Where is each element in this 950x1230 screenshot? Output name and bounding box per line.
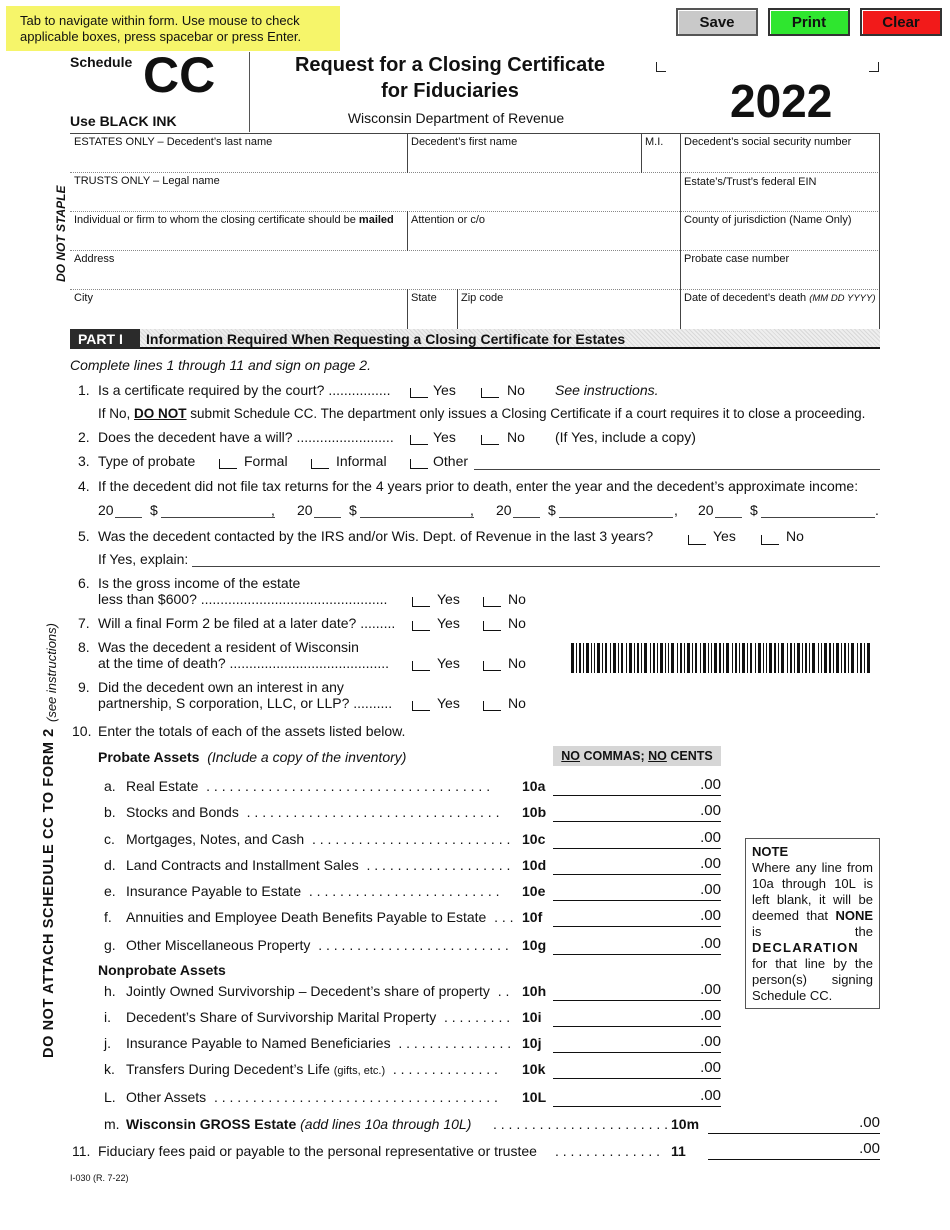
q3-number: 3. [78,453,90,469]
asset-letter: d. [104,857,116,873]
clear-button[interactable]: Clear [860,8,942,36]
asset-letter: f. [104,909,112,925]
asset-description [126,857,510,874]
asset-description [126,1089,498,1106]
note-part3: for that line by the person(s) signing Schedule CC. [752,956,873,1003]
asset-cents: .00 [700,1059,721,1076]
nonprobate-assets-heading: Nonprobate Assets [98,962,226,978]
q5-text: Was the decedent contacted by the IRS and/or Wis. Dept. of Revenue in the last 3 years? [98,528,654,544]
zip-field[interactable]: Zip code [461,292,504,304]
q4-dollar: $ [750,502,758,518]
print-button[interactable]: Print [768,8,850,36]
asset-dots: . . . . . . . . . . . . . . . . . . . . . . . . . . . . . . . . . [246,804,500,820]
q5-yes-checkbox[interactable] [688,535,706,545]
q11-number: 11. [72,1143,91,1159]
grid-line [70,133,880,134]
asset-line-code: 10j [522,1035,542,1051]
note-declaration: DECLARATION [752,940,859,955]
asset-cents: .00 [700,855,721,872]
q1-see-instructions: See instructions. [555,382,659,398]
asset-letter: c. [104,831,115,847]
q1-subnote-pre: If No, [98,406,131,421]
asset-line-code: 10h [522,983,547,999]
asset-line-code: 10f [522,909,543,925]
asset-description [126,937,509,954]
line-10m-dots: . . . . . . . . . . . . . . . . . . . . . . . [493,1116,669,1132]
instructions-tip: Tab to navigate within form. Use mouse to check applicable boxes, press spacebar or press Enter. [6,6,340,51]
asset-cents: .00 [700,1087,721,1104]
q8-number: 8. [78,639,90,655]
asset-letter: a. [104,778,116,794]
asset-desc-text: Jointly Owned Survivorship – Decedent’s share of property [126,983,490,999]
asset-description [126,831,510,848]
asset-description [126,804,499,821]
q6-yes-checkbox[interactable] [412,597,430,607]
trust-name-field[interactable]: TRUSTS ONLY – Legal name [74,175,220,187]
q4-dollar: $ [349,502,357,518]
last-name-field[interactable]: ESTATES ONLY – Decedent’s last name [74,136,273,148]
asset-letter: L. [104,1089,116,1105]
asset-dots: . . . . . . . . . . . . . . . . . . . . . . . . . [308,883,500,899]
save-button[interactable]: Save [676,8,758,36]
asset-amount-input[interactable] [553,900,721,901]
q10-number: 10. [72,723,92,739]
q8-yes-checkbox[interactable] [412,661,430,671]
asset-amount-input[interactable] [553,1000,721,1001]
asset-amount-input[interactable] [553,795,721,796]
asset-cents: .00 [700,776,721,793]
address-field[interactable]: Address [74,253,115,265]
asset-letter: k. [104,1061,115,1077]
asset-letter: b. [104,804,116,820]
q1-subnote [98,405,865,422]
grid-line [879,133,880,329]
q3-other-input[interactable] [474,469,880,470]
q2-no-checkbox[interactable] [481,435,499,445]
q4-year-input[interactable] [115,517,142,518]
title-line-2: for Fiduciaries [381,80,519,102]
q1-do-not: DO NOT [134,406,187,421]
q11-dots: . . . . . . . . . . . . . . [555,1143,661,1159]
q8-no-checkbox[interactable] [483,661,501,671]
q4-income-input[interactable] [360,517,474,518]
city-field[interactable]: City [74,292,93,304]
q4-number: 4. [78,478,90,494]
q1-no-label: No [507,382,525,398]
line-10m-cents: .00 [859,1114,880,1131]
asset-desc-text: Insurance Payable to Estate [126,883,302,899]
q1-no-checkbox[interactable] [481,388,499,398]
q5-explain-label: If Yes, explain: [98,551,189,567]
asset-desc-text: Real Estate [126,778,199,794]
asset-dots: . . . . . . . . . [444,1009,511,1025]
asset-line-code: 10b [522,804,547,820]
q6-yes-label: Yes [437,591,460,607]
q5-yes-label: Yes [713,528,736,544]
q9-yes-label: Yes [437,695,460,711]
asset-cents: .00 [700,907,721,924]
q11-text: Fiduciary fees paid or payable to the personal representative or trustee [98,1143,537,1159]
q2-number: 2. [78,429,90,445]
tax-year: 2022 [730,75,833,127]
q4-comma: , [674,502,678,518]
first-name-field[interactable]: Decedent’s first name [411,136,518,148]
line-10m-note: (add lines 10a through 10L) [300,1116,472,1132]
q10-text: Enter the totals of each of the assets listed below. [98,723,406,739]
corner-mark-left [656,62,666,72]
line-10m-letter: m. [104,1116,120,1132]
no-commas-mid: COMMAS; [583,749,645,763]
asset-cents: .00 [700,881,721,898]
q4-dollar: $ [548,502,556,518]
probate-note: (Include a copy of the inventory) [207,749,407,765]
q4-year-input[interactable] [715,517,742,518]
q6-number: 6. [78,575,90,591]
death-date-field[interactable] [684,292,876,305]
part1-intro: Complete lines 1 through 11 and sign on page 2. [70,357,371,373]
asset-line-code: 10i [522,1009,542,1025]
q6-line2: less than $600? ................................................ [98,591,388,607]
asset-letter: j. [104,1035,111,1051]
asset-cents: .00 [700,935,721,952]
grid-line [70,289,880,290]
grid-line [70,250,880,251]
q4-income-input[interactable] [161,517,275,518]
asset-desc-small: (gifts, etc.) [333,1065,386,1077]
q4-income-input[interactable] [559,517,673,518]
asset-amount-input[interactable] [553,1026,721,1027]
probate-heading: Probate Assets [98,749,200,765]
grid-line [70,172,880,173]
grid-line [70,211,880,212]
q2-text: Does the decedent have a will? ......................... [98,429,394,445]
q9-no-checkbox[interactable] [483,701,501,711]
asset-cents: .00 [700,829,721,846]
title-line-1: Request for a Closing Certificate [294,54,606,76]
q9-line2: partnership, S corporation, LLC, or LLP? .......... [98,695,393,711]
q11-cents: .00 [859,1140,880,1157]
no-commas-no: NO [561,749,581,763]
grid-line [407,133,408,173]
mailed-to-field[interactable] [74,214,394,227]
state-field[interactable]: State [411,292,437,304]
asset-amount-input[interactable] [553,848,721,849]
q4-comma: , [271,502,275,518]
line-10m-input[interactable] [708,1133,880,1134]
asset-description [126,983,509,1000]
no-cents-end: CENTS [670,749,713,763]
asset-dots: . . . . . . . . . . . . . . . . . . . . . . . . . . . . . . . . . . . . . [206,778,491,794]
asset-desc-text: Annuities and Employee Death Benefits Payable to Estate [126,909,487,925]
q5-number: 5. [78,528,90,544]
schedule-label: Schedule [70,54,133,70]
form-number: I-030 (R. 7-22) [70,1173,129,1183]
asset-desc-text: Stocks and Bonds [126,804,239,820]
asset-desc-text: Transfers During Decedent’s Life [126,1061,330,1077]
q9-no-label: No [508,695,526,711]
q6-line1: Is the gross income of the estate [98,575,301,591]
grid-line [407,289,408,329]
do-not-attach-note: DO NOT ATTACH SCHEDULE CC TO FORM 2 [41,728,57,1058]
q6-no-label: No [508,591,526,607]
q7-no-label: No [508,615,526,631]
q9-yes-checkbox[interactable] [412,701,430,711]
asset-dots: . . . . . . . . . . . . . . . . . . . . . . . . . . [312,831,511,847]
asset-amount-input[interactable] [553,821,721,822]
department-name: Wisconsin Department of Revenue [347,110,565,126]
q8-line2: at the time of death? ......................................... [98,655,390,671]
asset-line-code: 10d [522,857,547,873]
q7-yes-label: Yes [437,615,460,631]
q4-year-prefix: 20 [297,502,313,518]
asset-dots: . . . . . . . . . . . . . . [392,1061,498,1077]
q2-yes-checkbox[interactable] [410,435,428,445]
asset-description [126,1035,511,1052]
q1-yes-label: Yes [433,382,456,398]
asset-line-code: 10e [522,883,546,899]
q4-year-prefix: 20 [496,502,512,518]
q4-year-prefix: 20 [698,502,714,518]
asset-dots: . . . [494,909,514,925]
part1-label: PART I [70,329,140,349]
part1-title: Information Required When Requesting a Closing Certificate for Estates [146,331,626,347]
asset-dots: . . [497,983,510,999]
q1-number: 1. [78,382,90,398]
asset-dots: . . . . . . . . . . . . . . . . . . . . . . . . . [318,937,509,953]
asset-cents: .00 [700,802,721,819]
asset-line-code: 10L [522,1089,547,1105]
q3-informal-label: Informal [336,453,387,469]
q2-yes-label: Yes [433,429,456,445]
q3-text: Type of probate [98,453,196,469]
q4-text: If the decedent did not file tax returns for the 4 years prior to death, enter the year and the decedent’s approximate income: [98,478,859,494]
grid-line [407,211,408,251]
q5-no-checkbox[interactable] [761,535,779,545]
asset-amount-input[interactable] [553,926,721,927]
asset-letter: g. [104,937,116,953]
asset-dots: . . . . . . . . . . . . . . . [398,1035,512,1051]
asset-dots: . . . . . . . . . . . . . . . . . . . [366,857,511,873]
form-title [250,52,650,104]
q4-income-input[interactable] [761,517,875,518]
death-date-label: Date of decedent’s death [684,292,807,304]
q3-other-label: Other [433,453,469,469]
q9-line1: Did the decedent own an interest in any [98,679,344,695]
q9-number: 9. [78,679,90,695]
note-text [752,860,873,1004]
q4-year-prefix: 20 [98,502,114,518]
grid-line [457,289,458,329]
q2-no-label: No [507,429,525,445]
asset-desc-text: Other Assets [126,1089,207,1105]
q4-year-input[interactable] [513,517,540,518]
line-10m-bold: Wisconsin GROSS Estate [126,1116,297,1132]
note-box [745,838,880,1009]
asset-amount-input[interactable] [553,1052,721,1053]
q8-yes-label: Yes [437,655,460,671]
asset-amount-input[interactable] [553,954,721,955]
asset-cents: .00 [700,981,721,998]
asset-line-code: 10a [522,778,546,794]
line-10m-label [126,1116,471,1133]
asset-amount-input[interactable] [553,1078,721,1079]
q1-yes-checkbox[interactable] [410,388,428,398]
asset-desc-text: Other Miscellaneous Property [126,937,311,953]
asset-description [126,1061,498,1080]
asset-amount-input[interactable] [553,1106,721,1107]
asset-description [126,778,490,795]
middle-initial-field[interactable]: M.I. [645,136,664,148]
q7-number: 7. [78,615,90,631]
ink-note: Use BLACK INK [70,113,177,129]
q8-line1: Was the decedent a resident of Wisconsin [98,639,359,655]
grid-line [680,133,681,329]
line-10m-code: 10m [671,1116,700,1132]
q3-other-checkbox[interactable] [410,459,428,469]
barcode [571,643,871,673]
no-commas-banner [553,746,721,766]
asset-desc-text: Land Contracts and Installment Sales [126,857,359,873]
note-none: NONE [835,908,873,923]
asset-amount-input[interactable] [553,874,721,875]
no-cents-no: NO [648,749,667,763]
asset-desc-text: Mortgages, Notes, and Cash [126,831,305,847]
asset-desc-text: Decedent’s Share of Survivorship Marital Property [126,1009,437,1025]
attention-field[interactable]: Attention or c/o [411,214,485,226]
note-part1: Where any line from 10a through 10L is left blank, it will be deemed that [752,860,873,923]
asset-letter: h. [104,983,116,999]
asset-description [126,909,514,926]
q1-subnote-post: submit Schedule CC. The department only issues a Closing Certificate if a court requires it to close a proceeding. [190,406,866,421]
asset-line-code: 10c [522,831,546,847]
schedule-code: CC [143,47,216,103]
q7-text: Will a final Form 2 be filed at a later date? ......... [98,615,396,631]
q6-no-checkbox[interactable] [483,597,501,607]
q4-comma: , [470,502,474,518]
asset-letter: e. [104,883,116,899]
asset-cents: .00 [700,1007,721,1024]
asset-line-code: 10k [522,1061,546,1077]
q3-formal-checkbox[interactable] [219,459,237,469]
ssn-field[interactable]: Decedent’s social security number [684,136,852,148]
corner-mark-right [869,62,879,72]
probate-assets-heading [98,749,406,766]
county-field[interactable]: County of jurisdiction (Name Only) [684,214,852,226]
q4-dollar: $ [150,502,158,518]
q11-input[interactable] [708,1159,880,1160]
grid-line [641,133,642,173]
note-title: NOTE [752,844,789,859]
mailed-to-label: Individual or firm to whom the closing certificate should be [74,214,356,226]
q3-formal-label: Formal [244,453,288,469]
asset-description [126,1009,510,1026]
asset-letter: i. [104,1009,111,1025]
probate-case-field[interactable]: Probate case number [684,253,790,265]
asset-dots: . . . . . . . . . . . . . . . . . . . . . . . . . . . . . . . . . . . . . [213,1089,498,1105]
q5-explain-input[interactable] [192,566,880,567]
death-date-format: (MM DD YYYY) [809,293,876,304]
q4-period: . [875,502,879,518]
q8-no-label: No [508,655,526,671]
note-part2: is the [752,924,873,939]
q4-year-input[interactable] [314,517,341,518]
see-instructions-side: (see instructions) [44,623,59,722]
mailed-bold: mailed [358,214,394,226]
q5-no-label: No [786,528,804,544]
do-not-staple: DO NOT STAPLE [54,185,68,282]
ein-field[interactable]: Estate’s/Trust’s federal EIN [684,176,817,188]
q7-yes-checkbox[interactable] [412,621,430,631]
q11-code: 11 [671,1143,686,1159]
q1-text: Is a certificate required by the court? ................ [98,382,391,398]
asset-desc-text: Insurance Payable to Named Beneficiaries [126,1035,391,1051]
q7-no-checkbox[interactable] [483,621,501,631]
q3-informal-checkbox[interactable] [311,459,329,469]
asset-cents: .00 [700,1033,721,1050]
asset-description [126,883,499,900]
asset-line-code: 10g [522,937,547,953]
q2-note: (If Yes, include a copy) [555,429,696,445]
